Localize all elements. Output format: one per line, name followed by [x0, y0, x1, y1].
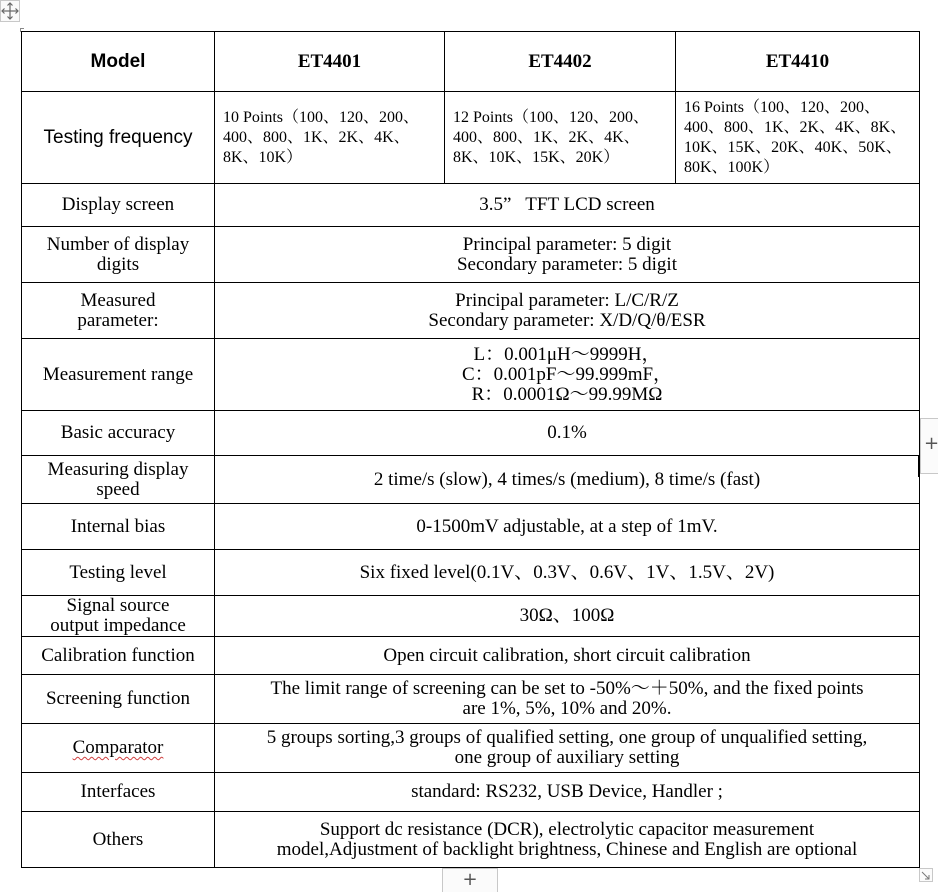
row-label-calibration: Calibration function — [22, 637, 215, 675]
value-output-impedance: 30Ω、100Ω — [215, 596, 920, 637]
frequency-et4401: 10 Points（100、120、200、 400、800、1K、2K、4K、 8K、10K） — [215, 92, 445, 184]
row-label-screening: Screening function — [22, 675, 215, 724]
row-label-display-digits: Number of display digits — [22, 227, 215, 283]
table-row — [22, 184, 920, 227]
model-et4401: ET4401 — [215, 32, 445, 92]
value-display-digits: Principal parameter: 5 digit Secondary parameter: 5 digit — [215, 227, 920, 283]
move-arrows-icon — [1, 1, 19, 21]
value-calibration: Open circuit calibration, short circuit calibration — [215, 637, 920, 675]
frequency-et4402: 12 Points（100、120、200、 400、800、1K、2K、4K、 8K、10K、15K、20K） — [445, 92, 676, 184]
row-label-measured-parameter: Measured parameter: — [22, 283, 215, 339]
table-row — [22, 456, 920, 504]
value-comparator: 5 groups sorting,3 groups of qualified setting, one group of unqualified setting, one group of auxiliary setting — [215, 724, 920, 773]
row-label-others: Others — [22, 812, 215, 868]
add-row-button[interactable] — [442, 868, 498, 892]
spec-table — [21, 31, 920, 868]
row-label-interfaces: Interfaces — [22, 773, 215, 812]
row-label-testing-frequency: Testing frequency — [22, 92, 215, 184]
table-row — [22, 724, 920, 773]
table-row — [22, 227, 920, 283]
table-row — [22, 411, 920, 456]
table-move-handle[interactable] — [0, 0, 20, 22]
frequency-et4410: 16 Points（100、120、200、 400、800、1K、2K、4K、8K、 10K、15K、20K、40K、50K、 80K、100K） — [676, 92, 920, 184]
plus-icon: + — [924, 433, 939, 454]
table-row — [22, 596, 920, 637]
table-row — [22, 637, 920, 675]
table-resize-handle[interactable] — [919, 868, 933, 882]
value-testing-level: Six fixed level(0.1V、0.3V、0.6V、1V、1.5V、2V) — [215, 550, 920, 596]
table-row — [22, 675, 920, 724]
row-label-comparator: Comparator — [22, 724, 215, 773]
resize-corner-icon — [920, 870, 932, 882]
table-row — [22, 339, 920, 411]
row-label-display-screen: Display screen — [22, 184, 215, 227]
plus-icon: + — [462, 869, 478, 890]
table-row — [22, 812, 920, 868]
value-screening: The limit range of screening can be set to -50%～＋50%, and the fixed points are 1%, 5%, 10% and 20%. — [215, 675, 920, 724]
row-label-testing-level: Testing level — [22, 550, 215, 596]
model-label-cell: Model — [22, 32, 215, 92]
value-measurement-range: L：0.001μH～9999H， C：0.001pF～99.999mF， R：0.0001Ω～99.99MΩ — [215, 339, 920, 411]
add-column-button[interactable] — [920, 418, 938, 474]
value-display-speed: 2 time/s (slow), 4 times/s (medium), 8 time/s (fast) — [215, 456, 920, 504]
row-label-output-impedance: Signal source output impedance — [22, 596, 215, 637]
model-et4410: ET4410 — [676, 32, 920, 92]
table-row — [22, 504, 920, 550]
model-et4402: ET4402 — [445, 32, 676, 92]
table-row — [22, 773, 920, 812]
table-header-row — [22, 32, 920, 92]
value-basic-accuracy: 0.1% — [215, 411, 920, 456]
row-label-basic-accuracy: Basic accuracy — [22, 411, 215, 456]
value-others: Support dc resistance (DCR), electrolytic capacitor measurement model,Adjustment of backlight brightness, Chinese and English are optional — [215, 812, 920, 868]
row-label-internal-bias: Internal bias — [22, 504, 215, 550]
value-display-screen: 3.5” TFT LCD screen — [215, 184, 920, 227]
value-interfaces: standard: RS232, USB Device, Handler ; — [215, 773, 920, 812]
value-measured-parameter: Principal parameter: L/C/R/Z Secondary parameter: X/D/Q/θ/ESR — [215, 283, 920, 339]
table-row — [22, 92, 920, 184]
value-internal-bias: 0-1500mV adjustable, at a step of 1mV. — [215, 504, 920, 550]
row-label-measurement-range: Measurement range — [22, 339, 215, 411]
table-row — [22, 283, 920, 339]
row-label-display-speed: Measuring display speed — [22, 456, 215, 504]
table-row — [22, 550, 920, 596]
